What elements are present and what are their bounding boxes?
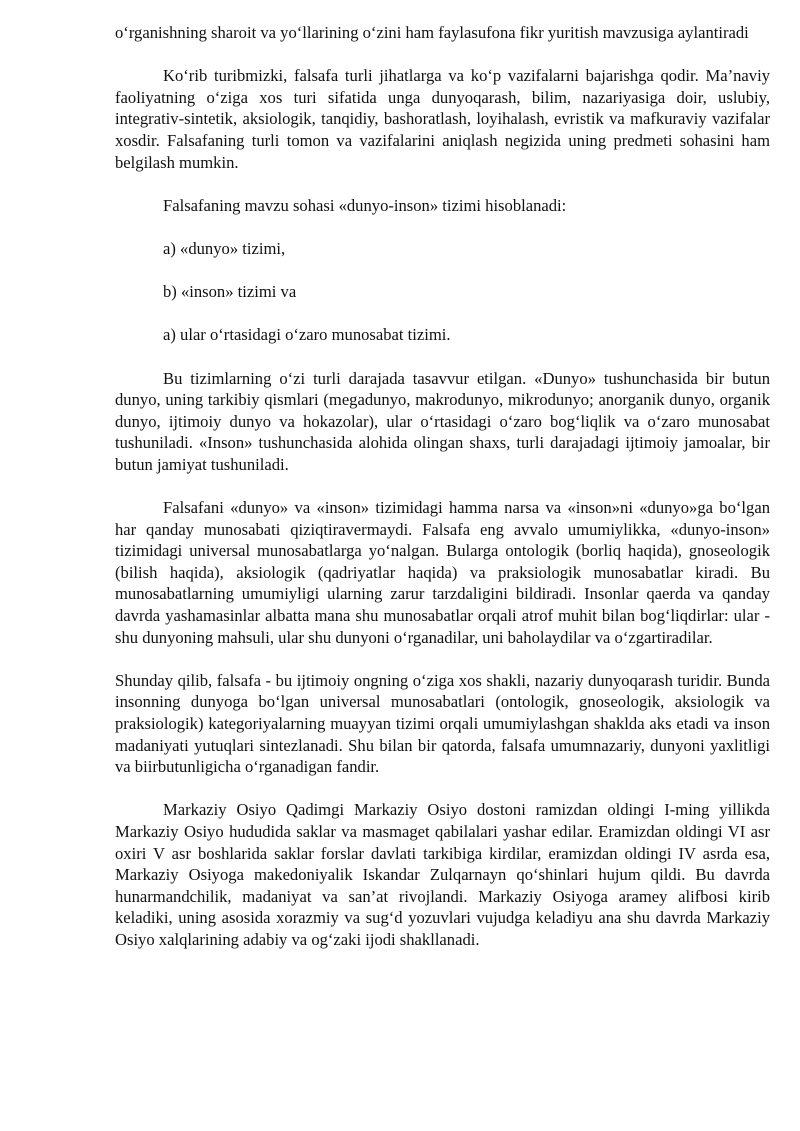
paragraph-1: o‘rganishning sharoit va yo‘llarining o‘zini ham faylasufona fikr yuritish mavzusiga aylantiradi — [115, 23, 749, 42]
paragraph-7: Markaziy Osiyo Qadimgi Markaziy Osiyo dostoni ramizdan oldingi I-ming yillikda Markaziy Osiyo hududida saklar va masmaget qabilalari yashar edilar. Eramizdan oldingi VI asr oxiri V asr boshlarida saklar forslar davlati tarkibiga kirdilar, eramizdan oldingi IV asrda esa, Markaziy Osiyoga makedoniyalik Iskandar Zulqarnayn qo‘shinlari hujum qildi. Bu davrda hunarmandchilik, madaniyat va san’at rivojlandi. Markaziy Osiyoga aramey alifbosi kirib keladiki, uning asosida xorazmiy va sug‘d yozuvlari vujudga keladiyu ana shu davrda Markaziy Osiyo xalqlarining adabiy va og‘zaki ijodi shakllanadi. — [115, 800, 770, 949]
document-page — [115, 22, 770, 951]
paragraph-2: Ko‘rib turibmizki, falsafa turli jihatlarga va ko‘p vazifalarni bajarishga qodir. Ma’naviy faoliyatning o‘ziga xos turi sifatida unga dunyoqarash, bilim, nazariyasiga doir, uslubiy, integrativ-sintetik, aksiologik, tanqidiy, bashoratlash, loyihalash, evristik va mafkuraviy vazifalar xosdir. Falsafaning turli tomon va vazifalarini aniqlash negizida uning predmeti sohasini ham belgilash mumkin. — [115, 66, 770, 172]
paragraph-5: Falsafani «dunyo» va «inson» tizimidagi hamma narsa va «inson»ni «dunyo»ga bo‘lgan har qanday munosabati qiziqtiravermaydi. Falsafa eng avvalo umumiylikka, «dunyo-inson» tizimidagi universal munosabatlarga yo‘nalgan. Bularga ontologik (borliq haqida), gnoseologik (bilish haqida), aksiologik (qadriyatlar haqida) va praksiologik munosabatlar kiradi. Bu munosabatlarning umumiyligi ularning zarur tarzdaligini bildiradi. Insonlar qaerda va qanday davrda yashamasinlar albatta mana shu munosabatlar orqali atrof muhit bilan bog‘liqdirlar: ular - shu dunyoning mahsuli, ular shu dunyoni o‘rganadilar, uni baholaydilar va o‘zgartiradilar. — [115, 498, 770, 647]
list-item-a: a) «dunyo» tizimi, — [163, 238, 286, 258]
list-item-c: a) ular o‘rtasidagi o‘zaro munosabat tizimi. — [163, 325, 451, 345]
paragraph-3: Falsafaning mavzu sohasi «dunyo-inson» tizimi hisoblanadi: — [163, 195, 567, 215]
paragraph-6: Shunday qilib, falsafa - bu ijtimoiy ongning o‘ziga xos shakli, nazariy dunyoqarash turidir. Bunda insonning dunyoga bo‘lgan universal munosabatlari (ontologik, gnoseologik, aksiologik va praksiologik) kategoriyalarning muayyan tizimi orqali umumiylashgan shaklda aks etadi va inson madaniyati yutuqlari sintezlanadi. Shu bilan bir qatorda, falsafa umumnazariy, dunyoni yaxlitligi va biirbutunligicha o‘rganadigan fandir. — [115, 670, 770, 777]
list-item-b: b) «inson» tizimi va — [163, 282, 297, 302]
paragraph-4: Bu tizimlarning o‘zi turli darajada tasavvur etilgan. «Dunyo» tushunchasida bir butun dunyo, uning tarkibiy qismlari (megadunyo, makrodunyo, mikrodunyo; anorganik dunyo, organik dunyo, ijtimoiy dunyo va hokazolar), ular o‘rtasidagi o‘zaro bog‘liqlik va o‘zaro munosabat tushuniladi. «Inson» tushunchasida alohida olingan shaxs, turli darajadagi ijtimoiy jamoalar, bir butun jamiyat tushuniladi. — [115, 368, 770, 474]
